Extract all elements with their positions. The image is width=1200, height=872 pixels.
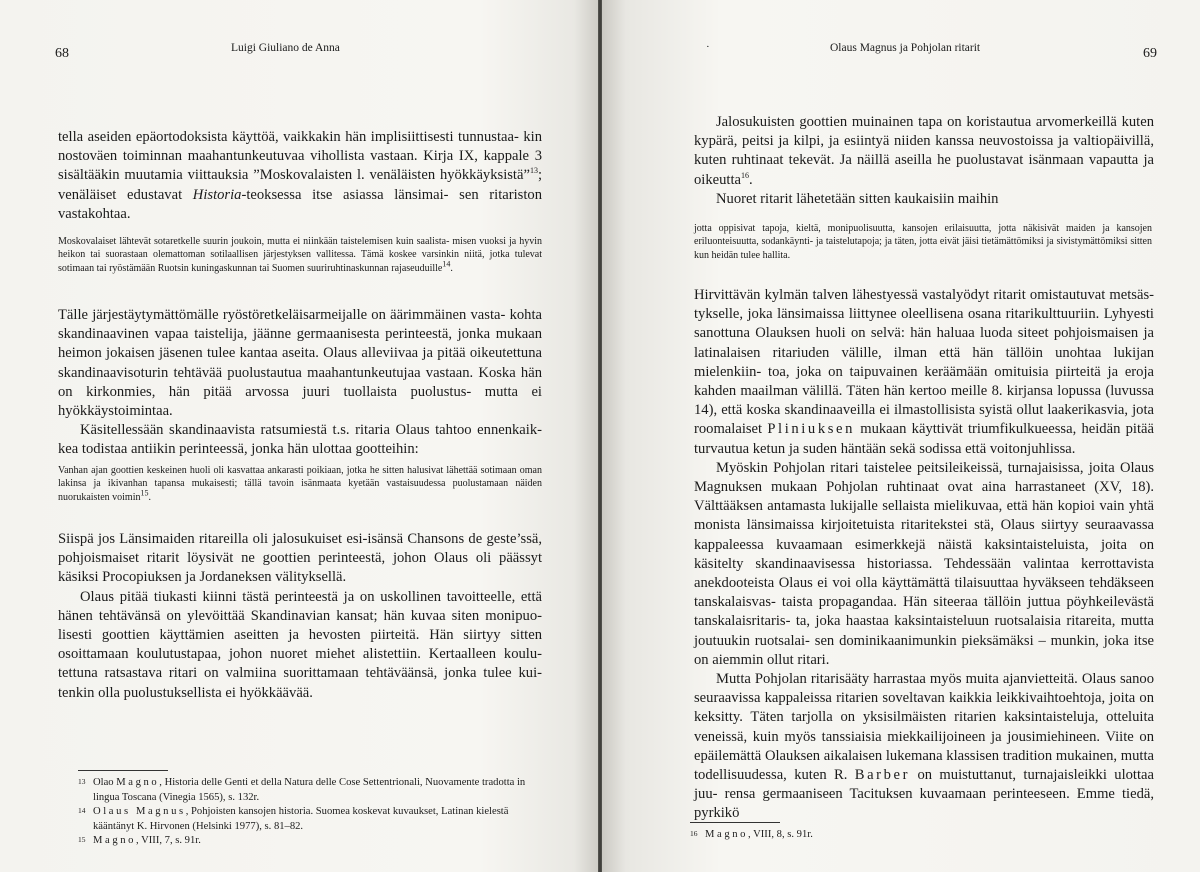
page-number: 68 (55, 46, 69, 61)
paragraph: Siispä jos Länsimaiden ritareilla oli jalosukuiset esi-isänsä Chansons de geste’ssä, pohjoismaiset ritarit löysivät ne goottien perinteestä, johon Olaus oli päässyt käsiksi Procopiuksen ja Jordaneksen välityksellä. Olaus pitää tiukasti kiinni tästä perinteestä ja on uskollinen tavoitteelle, että hänen tehtävänsä on ylevöittää Skandinavian kansat; hän kuvaa siten monipuo- lisesti goottien käyttämien aseitten ja hevosten piirteitä. Hän siirtyy sitten osoittamaan koulutustapaa, johon nuoret miehet alistettiin. Kertaalleen koulu- tettuna ratsastava ritari on valmiina suorittamaan tehtäväänsä, jonka tulee kui- tenkin olla puolustuksellista ei hyökkäävää. (58, 531, 542, 701)
page-mark: · (706, 41, 710, 53)
block-quote: Vanhan ajan goottien keskeinen huoli oli kasvattaa ankarasti poikiaan, jotka he sitten halusivat lähettää sotimaan oman lakinsa ja ikivanhan tapansa mukaisesti; tällä tavoin isänmaata kyetään vastaisuudessa puolustamaan näiden nuorukaisten voimin$^{15}$. (58, 465, 542, 503)
footnotes (690, 828, 1130, 843)
paragraph: tella aseiden epäortodoksista käyttöä, vaikkakin hän implisiittisesti tunnustaa- kin nostoväen toiminnan maahantunkeutuvaa vihollista vastaan. Kirja IX, kappale 3 sisältääkin muutamia viittauksia ”Moskovalaisten l. venäläisten hyökkäyksistä”$^{13}$; venäläiset edustavat Historia-teoksessa itse asiassa länsimai- sen ritariston vastakohtaa. (58, 129, 542, 222)
footnote: 14 Olaus Magnus, Pohjoisten kansojen historia. Suomea koskevat kuvaukset, Latinan kielestä kääntänyt K. Hirvonen (Helsinki 1977), s. 81–82. (78, 806, 509, 832)
footnotes (78, 776, 546, 849)
footnote: 15 Magno, VIII, 7, s. 91r. (78, 835, 201, 846)
paragraph: Jalosukuisten goottien muinainen tapa on koristautua arvomerkeillä kuten kypärä, peitsi ja kilpi, ja esiintyä niiden kanssa neuvostoissa ja valtiopäivillä, kuten ruhtinaat tekevät. Ja näillä aseilla he puolustavat isänmaan vapautta ja oikeutta$^{16}$. Nuoret ritarit lähetetään sitten kaukaisiin maihin (694, 114, 1154, 207)
footnote: 13 Olao Magno, Historia delle Genti et della Natura delle Cose Settentrionali, Nuovamente tradotta in lingua Toscana (Vinegia 1565), s. 132r. (78, 777, 526, 803)
block-quote: jotta oppisivat tapoja, kieltä, monipuolisuutta, kansojen erilaisuutta, jotta näkisivät maiden ja kansojen eriluonteisuutta, sodankäynti- ja taistelutapoja; ja täten, jotta eivät jäisi tietämättömiksi ja sivistymättömiksi sitten kun heidän tulee hallita. (694, 223, 1152, 261)
paragraph: Tälle järjestäytymättömälle ryöstöretkeläisarmeijalle on äärimmäinen vasta- kohta skandinaavinen vapaa taistelija, jäänne germaanisesta perinteestä, jonka mukaan heimon jokaisen jäsenen tulee kantaa aseita. Olaus alleviivaa ja pitää oikeutettuna skandinaavisoturin tehtävää puolustautua maahantunkeutujaa vastaan. Koska hän on kirkonmies, hän pitää arvossa juuri tuollaista puolustus- mutta ei hyökkäystoimintaa. Käsitellessään skandinaavista ratsumiestä t.s. ritaria Olaus tahtoo ennenkaik- kea todistaa antiikin perinteessä, jonka hän ulottaa gootteihin: (58, 307, 542, 458)
footnote-rule (78, 770, 168, 771)
right-page (602, 0, 1200, 872)
paragraph: Hirvittävän kylmän talven lähestyessä vastalyödyt ritarit omistautuvat metsäs- tykselle, joka länsimaissa liittynee oleellisena osana ritarikulttuuriin. Lyhyesti sanottuna Olauksen huoli on selvä: hän haluaa luoda siteet pohjoismaisen ja latinalaisen ritariuden välille, ilman että hän tällöin unohtaa lukijan mielenkiin- toa, joka on taipuvainen keräämään omituisia piirteitä ja eroja kahden maailman välillä. Täten hän kertoo meille 8. kirjansa lopussa (luvussa 14), että koska skandinaaveilla ei ilmastollisista syistä ollut laakerikasvia, jota roomalaiset Pliniuksen mukaan käyttivät triumfikulkueessa, heidän pitää turvautua ketun ja suden häntään sekä sodissa että voitonjuhlissa. Myöskin Pohjolan ritari taistelee peitsileikeissä, turnajaisissa, joita Olaus Magnuksen mukaan Pohjolan ruhtinaat ovat aina harrastaneet (XV, 18). Välttääksen antamasta lukijalle sellaista mielikuvaa, että hän kopioi vain yhtä monista länsimaissa kirjoitetuista ritaritekstei stä, Olaus siirtyy seuraavassa kappaleessa kuvaamaan esimerkkejä näistä kaksintaisteluista, joita on käsitelty skandinaavisessa historiassa. Tehdessään valintaa kerrottavista anekdooteista Olaus ei voi olla käyttämättä tilaisuuttaa hyväkseen tehdäkseen tanskalaisvas- taista propagandaa. Hän siteeraa tällöin juttua pöyhkeilevästä tanskalaisritaris- ta, joka haastaa kaksintaisteluun ruotsalaisia ritareita, mutta joutuukin ruotsalai- sen dominikaanimunkin pieksämäksi – munkin, joka itse on aiemmin ollut ritari. Mutta Pohjolan ritarisääty harrastaa myös muita ajanvietteitä. Olaus sanoo seuraavissa kappaleissa ritarien soveltavan kaikkia leikkivaihtoehtoja, joita on keksitty. Täten tarjolla on yksisilmäisten ritarien kaksintaisteluja, otteluita veneissä, kuin myös tanssiaisia miekkailijoineen ja jousimiehineen. Viite on epäilemättä Olauksen aikalaisen lukemana klassisen tradition mukainen, mutta todellisuudessa, kuten R. Barber on muistuttanut, turnajaisleikki ulottaa juu- rensa germaaniseen Tacituksen kuvaamaan perinteeseen. Emme tiedä, pyrkikö (694, 287, 1154, 822)
footnote: 16 Magno, VIII, 8, s. 91r. (690, 829, 813, 840)
page-number: 69 (1143, 46, 1157, 61)
left-page (0, 0, 598, 872)
running-head: Olaus Magnus ja Pohjolan ritarit (830, 42, 981, 54)
footnote-rule (690, 822, 780, 823)
running-head: Luigi Giuliano de Anna (231, 42, 340, 54)
block-quote: Moskovalaiset lähtevät sotaretkelle suurin joukoin, mutta ei niinkään taistelemisen kuin saalista- misen vuoksi ja hyvin heikon tai suorastaan olemattoman sotilaallisen järjestyksen vallitessa. Tämä koskee varsinkin niitä, jotka tulevat sotimaan tai ryöstämään Ruotsin kuningaskunnan tai Suomen suuriruhtinaskunnan rajaseuduille$^{14}$. (58, 236, 542, 274)
